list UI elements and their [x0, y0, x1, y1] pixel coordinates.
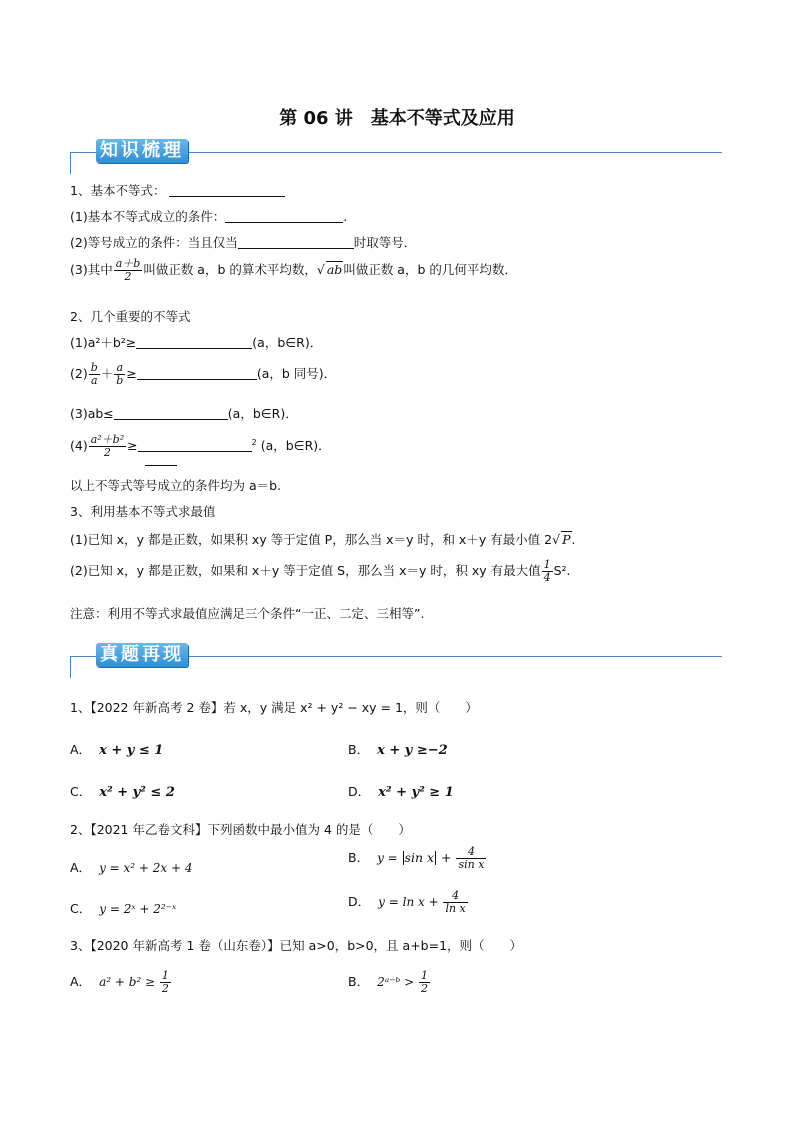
note: 注意：利用不等式求最值应满足三个条件“一正、二定、三相等”.: [70, 606, 425, 621]
question-1-option-c[interactable]: [70, 782, 175, 800]
answer-blank[interactable]: [238, 235, 354, 249]
line-text-post: (a，b∈R)．: [252, 335, 323, 350]
inequality-2: [70, 362, 336, 387]
fraction-numerator: a: [114, 362, 125, 375]
fraction-numerator: 1: [543, 558, 551, 571]
ge-sign: ≥: [126, 366, 137, 381]
line-text: (2)已知 x，y 都是正数，如果和 x＋y 等于定值 S，那么当 x＝y 时，积 xy 有最大值: [70, 563, 541, 578]
option-label: C．: [70, 901, 92, 916]
answer-blank[interactable]: [169, 183, 285, 197]
sqrt-content: ab: [326, 262, 343, 277]
fraction-square-mean: [89, 434, 126, 459]
plus-sign: ＋: [100, 366, 114, 381]
option-expr: y = 2ˣ + 2²⁻ˣ: [99, 902, 177, 916]
question-1-option-d[interactable]: [348, 782, 454, 800]
sqrt-symbol: √: [552, 532, 561, 547]
fraction-4-over-lnx: [443, 890, 467, 915]
fraction-numerator: b: [90, 361, 98, 374]
option-label: A．: [70, 974, 92, 989]
inequality-1: [70, 333, 322, 351]
fraction-a-over-b: [114, 362, 125, 387]
option-expr: x + y ≤ 1: [99, 743, 164, 758]
answer-blank[interactable]: [137, 366, 257, 380]
section-header-knowledge: [70, 139, 722, 179]
question-1-option-a[interactable]: [70, 740, 163, 758]
fraction-numerator: a＋b: [115, 257, 141, 270]
answer-blank[interactable]: [225, 209, 343, 223]
heading-text: 1、基本不等式：: [70, 183, 166, 198]
line-text-post: (a，b 同号)．: [256, 366, 337, 381]
section-tick: [70, 152, 71, 174]
fraction-4-over-abs-sin: [456, 846, 486, 871]
answer-blank[interactable]: [138, 438, 252, 452]
option-expr: x² + y² ≥ 1: [378, 785, 454, 800]
line-text: (3)其中: [70, 262, 113, 277]
section-badge: 知识梳理: [96, 139, 188, 163]
inequality-4: [70, 434, 331, 459]
question-1-stem: 1、【2022 年新高考 2 卷】若 x，y 满足 x² + y² − xy = 1，则（ ）: [70, 700, 478, 715]
question-3-option-b[interactable]: [348, 970, 431, 995]
option-expr: y = x² + 2x + 4: [99, 861, 193, 875]
line-text: (3)ab≤: [70, 406, 114, 421]
question-2-option-d[interactable]: [348, 890, 469, 915]
option-expr: x + y ≥−2: [377, 743, 448, 758]
max-min-rule-2: [70, 559, 571, 584]
line-end: .: [343, 209, 348, 224]
option-label: A．: [70, 742, 92, 757]
fraction-numerator: 1: [421, 969, 429, 982]
line-text: (2): [70, 366, 88, 381]
fraction-numerator: a²＋b²: [90, 433, 125, 446]
fraction-rule-decor: [145, 465, 177, 466]
question-1-option-b[interactable]: [348, 740, 448, 758]
fraction-numerator: 1: [161, 969, 169, 982]
line-end: .: [571, 532, 576, 547]
line-text: (4): [70, 438, 88, 453]
knowledge-line-2: [70, 233, 416, 251]
fraction-quarter: [542, 559, 553, 584]
fraction-denominator: 2: [421, 982, 429, 995]
option-label: B．: [348, 742, 370, 757]
fraction-one-half: [419, 970, 430, 995]
line-text-mid: 叫做正数 a，b 的算术平均数，: [143, 262, 317, 277]
abs-bar: [403, 851, 404, 865]
max-min-rule-1: [70, 530, 576, 548]
question-3-stem: 3、【2020 年新高考 1 卷（山东卷）】已知 a>0，b>0，且 a+b=1，则（ ）: [70, 938, 523, 953]
option-expr: x² + y² ≤ 2: [99, 785, 175, 800]
abs-bar: [435, 851, 436, 865]
fraction-mean: [114, 258, 143, 283]
fraction-denominator: b: [116, 374, 124, 387]
option-label: C．: [70, 784, 92, 799]
page-title: 第 06 讲 基本不等式及应用: [279, 108, 515, 129]
fraction-denominator: 2: [124, 270, 132, 283]
section-header-exam: [70, 643, 722, 683]
sqrt-symbol: √: [316, 262, 325, 277]
fraction-denominator: 4: [543, 571, 551, 584]
question-2-option-b[interactable]: [348, 846, 487, 871]
fraction-numerator: 4: [443, 890, 467, 903]
fraction-b-over-a: [89, 362, 100, 387]
knowledge-line-1: [70, 207, 347, 225]
option-label: B．: [348, 850, 370, 865]
line-text-post: (a，b∈R)．: [260, 438, 331, 453]
line-text-post: (a，b∈R)．: [227, 406, 298, 421]
option-label: B．: [348, 974, 370, 989]
line-text-post: S².: [553, 563, 571, 578]
ge-sign: ≥: [127, 438, 138, 453]
answer-blank[interactable]: [136, 335, 252, 349]
fraction-one-half: [160, 970, 171, 995]
option-expr: 2ᵃ⁻ᵇ >: [377, 975, 419, 989]
sqrt-content: P: [562, 532, 571, 547]
knowledge-heading-3: 3、利用基本不等式求最值: [70, 504, 216, 519]
abs-content: sin x: [404, 850, 435, 865]
fraction-denominator: sin x: [458, 858, 485, 871]
line-text: (1)已知 x，y 都是正数，如果积 xy 等于定值 P，那么当 x＝y 时，和 x＋y 有最小值 2: [70, 532, 553, 547]
fraction-denominator: a: [90, 374, 98, 387]
question-2-option-a[interactable]: [70, 858, 193, 876]
option-expr: y = ln x +: [378, 895, 443, 909]
fraction-denominator: ln x: [445, 902, 466, 915]
option-label: D．: [348, 784, 371, 799]
fraction-denominator: 2: [161, 982, 169, 995]
question-2-option-c[interactable]: [70, 899, 176, 917]
line-text-post: 时取等号．: [353, 235, 417, 250]
option-expr: a² + b² ≥: [99, 975, 159, 989]
knowledge-heading-1: [70, 181, 285, 199]
option-label: D．: [348, 894, 371, 909]
question-2-stem: 2、【2021 年乙卷文科】下列函数中最小值为 4 的是（ ）: [70, 822, 411, 837]
section-tick: [70, 656, 71, 678]
knowledge-heading-2: 2、几个重要的不等式: [70, 309, 191, 324]
equality-condition: 以上不等式等号成立的条件均为 a＝b.: [70, 478, 282, 493]
question-3-option-a[interactable]: [70, 970, 172, 995]
option-label: A．: [70, 860, 92, 875]
line-text-post: 叫做正数 a，b 的几何平均数．: [343, 262, 517, 277]
fraction-denominator: 2: [103, 446, 111, 459]
fraction-numerator: 4: [456, 846, 486, 859]
option-expr: y =: [377, 851, 402, 865]
line-text: (1)基本不等式成立的条件：: [70, 209, 226, 224]
inequality-3: [70, 404, 298, 422]
line-text: (2)等号成立的条件：当且仅当: [70, 235, 238, 250]
square-exponent: 2: [251, 437, 257, 447]
plus-sign: +: [437, 850, 456, 865]
knowledge-line-3: [70, 258, 517, 283]
section-badge: 真题再现: [96, 643, 188, 667]
answer-blank[interactable]: [114, 406, 228, 420]
line-text: (1)a²＋b²≥: [70, 335, 137, 350]
